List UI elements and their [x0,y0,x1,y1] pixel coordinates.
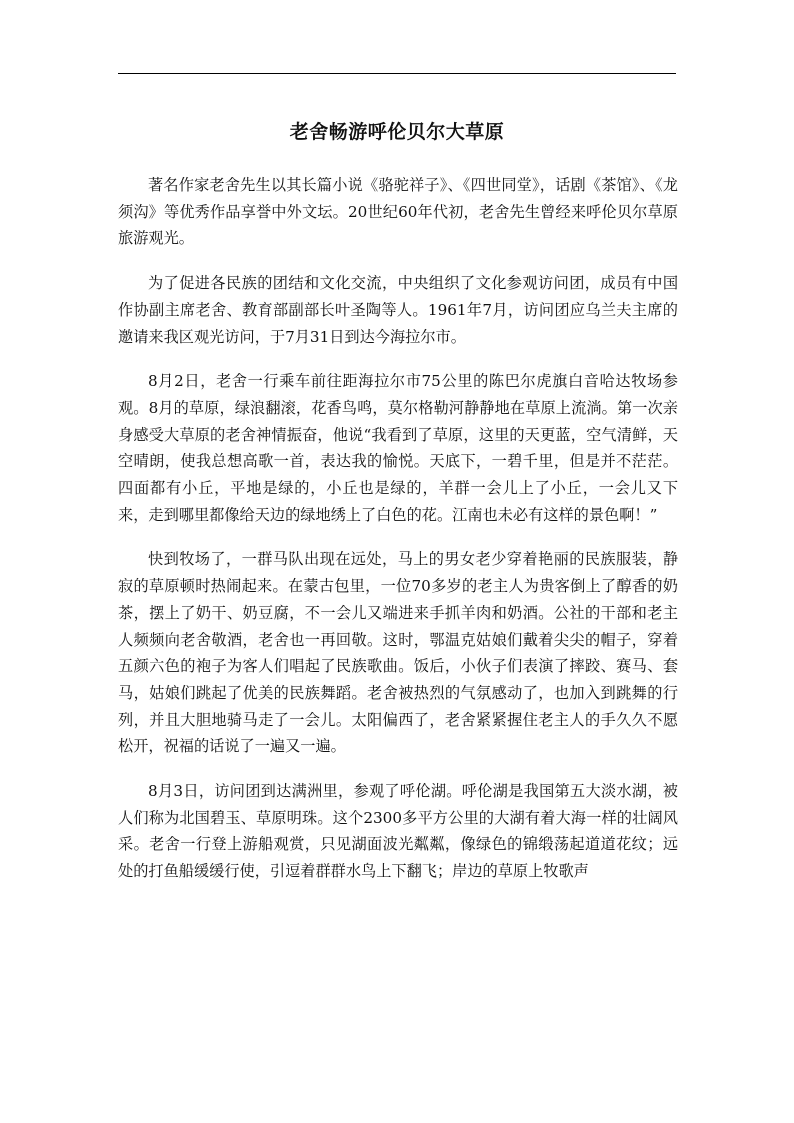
article-title: 老舍畅游呼伦贝尔大草原 [289,121,505,143]
article-body [118,172,678,903]
paragraph-5: 8月3日，访问团到达满洲里，参观了呼伦湖。呼伦湖是我国第五大淡水湖，被人们称为北国碧玉、草原明珠。这个2300多平方公里的大湖有着大海一样的壮阔风采。老舍一行登上游船观赏，只见湖面波光粼粼，像绿色的锦缎荡起道道花纹；远处的打鱼船缓缓行使，引逗着群群水鸟上下翻飞；岸边的草原上牧歌声 [118,782,678,881]
paragraph-3: 8月2日，老舍一行乘车前往距海拉尔市75公里的陈巴尔虎旗白音哈达牧场参观。8月的草原，绿浪翻滚，花香鸟鸣，莫尔格勒河静静地在草原上流淌。第一次亲身感受大草原的老舍神情振奋，他说“我看到了草原，这里的天更蓝，空气清鲜，天空晴朗，使我总想高歌一首，表达我的愉悦。天底下，一碧千里，但是并不茫茫。四面都有小丘，平地是绿的，小丘也是绿的，羊群一会儿上了小丘，一会儿又下来，走到哪里都像给天边的绿地绣上了白色的花。江南也未必有这样的景色啊！” [118,372,678,524]
header-rule [118,73,676,74]
paragraph-4: 快到牧场了，一群马队出现在远处，马上的男女老少穿着艳丽的民族服装，静寂的草原顿时热闹起来。在蒙古包里，一位70多岁的老主人为贵客倒上了醇香的奶茶，摆上了奶干、奶豆腐，不一会儿又端进来手抓羊肉和奶酒。公社的干部和老主人频频向老舍敬酒，老舍也一再回敬。这时，鄂温克姑娘们戴着尖尖的帽子，穿着五颜六色的袍子为客人们唱起了民族歌曲。饭后，小伙子们表演了摔跤、赛马、套马，姑娘们跳起了优美的民族舞蹈。老舍被热烈的气氛感动了，也加入到跳舞的行列，并且大胆地骑马走了一会儿。太阳偏西了，老舍紧紧握住老主人的手久久不愿松开，祝福的话说了一遍又一遍。 [118,550,678,756]
paragraph-2: 为了促进各民族的团结和文化交流，中央组织了文化参观访问团，成员有中国作协副主席老舍、教育部副部长叶圣陶等人。1961年7月，访问团应乌兰夫主席的邀请来我区观光访问，于7月31日到达今海拉尔市。 [118,274,678,346]
paragraph-1: 著名作家老舍先生以其长篇小说《骆驼祥子》、《四世同堂》，话剧《茶馆》、《龙须沟》等优秀作品享誉中外文坛。20世纪60年代初，老舍先生曾经来呼伦贝尔草原旅游观光。 [118,176,678,248]
